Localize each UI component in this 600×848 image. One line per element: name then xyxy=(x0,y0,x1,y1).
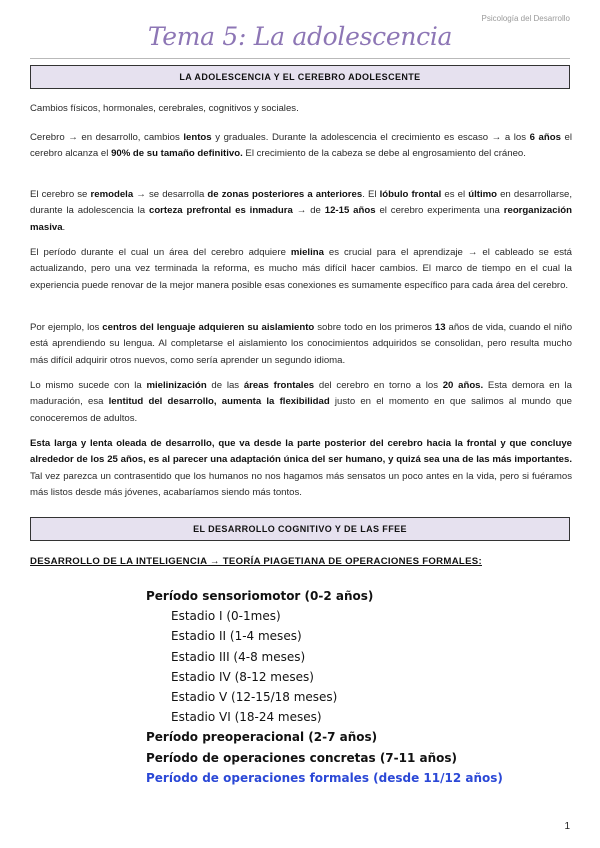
title-divider xyxy=(30,58,570,59)
piaget-periods-list xyxy=(146,586,503,788)
paragraph-mielinizacion: Lo mismo sucede con la mielinización de las áreas frontales del cerebro en torno a los 20 años. Esta demora en la maduración, esa lentitud del desarrollo, aumenta la flexibilidad justo en el momento en que salimos al mundo que conoceremos de adultos. xyxy=(30,380,572,424)
section-heading-cognitivo: EL DESARROLLO COGNITIVO Y DE LAS FFEE xyxy=(30,517,570,541)
paragraph-mielina: El período durante el cual un área del cerebro adquiere mielina es crucial para el aprendizaje → el cableado se está actualizando, pero una vez terminada la reforma, es mucho más difícil hacer cambios. El marco de tiempo en el cual la experiencia puede renovar de la mejor manera posible esas conexiones es sumamente específico para cada área del cerebro. xyxy=(30,247,572,291)
section-heading-adolescencia: LA ADOLESCENCIA Y EL CEREBRO ADOLESCENTE xyxy=(30,65,570,89)
period-sensoriomotor: Período sensoriomotor (0-2 años) xyxy=(146,589,374,603)
page-number: 1 xyxy=(564,821,570,832)
stage-item: Estadio VI (18-24 meses) xyxy=(171,710,322,725)
paragraph-remodela: El cerebro se remodela → se desarrolla de zonas posteriores a anteriores. El lóbulo frontal es el último en desarrollarse, durante la adolescencia la corteza prefrontal es inmadura → de 12-15 años el cerebro experimenta una reorganización masiva. xyxy=(30,189,572,233)
period-preoperacional: Período preoperacional (2-7 años) xyxy=(146,730,378,745)
course-header: Psicología del Desarrollo xyxy=(481,14,570,23)
stage-item: Estadio IV (8-12 meses) xyxy=(171,669,314,684)
paragraph-cerebro: Cerebro → en desarrollo, cambios lentos y graduales. Durante la adolescencia el crecimiento es escaso → a los 6 años el cerebro alcanza el 90% de su tamaño definitivo. El crecimiento de la cabeza se debe al engrosamiento del cráneo. xyxy=(30,132,572,160)
period-operaciones-concretas: Período de operaciones concretas (7-11 años) xyxy=(146,750,458,765)
paragraph-lenguaje: Por ejemplo, los centros del lenguaje adquieren su aislamiento sobre todo en los primeros 13 años de vida, cuando el niño está aprendiendo su lengua. Al completarse el aislamiento los conocimientos adquiridos se consolidan, pero resulta mucho más difícil adquirir otros nuevos, como sería aprender un segundo idioma. xyxy=(30,322,573,366)
period-operaciones-formales: Período de operaciones formales (desde 11/12 años) xyxy=(146,770,503,785)
subheading-piaget: DESARROLLO DE LA INTELIGENCIA → TEORÍA PIAGETIANA DE OPERACIONES FORMALES: xyxy=(30,556,482,567)
stage-item: Estadio I (0-1mes) xyxy=(171,609,281,624)
stage-item: Estadio II (1-4 meses) xyxy=(171,629,302,644)
stage-item: Estadio III (4-8 meses) xyxy=(171,649,306,664)
paragraph-oleada: Esta larga y lenta oleada de desarrollo, que va desde la parte posterior del cerebro hacia la frontal y que concluye alrededor de los 25 años, es al parecer una adaptación única del ser humano, y quizá sea una de las más importantes. Tal vez parezca un contrasentido que los humanos no nos hagamos más sensatos un poco antes en la vida, pero si fuéramos más listos desde más jóvenes, acabaríamos siendo más tontos. xyxy=(30,438,572,499)
stage-item: Estadio V (12-15/18 meses) xyxy=(171,690,338,705)
paragraph-cambios: Cambios físicos, hormonales, cerebrales, cognitivos y sociales. xyxy=(30,103,299,114)
page-title: Tema 5: La adolescencia xyxy=(147,22,453,51)
